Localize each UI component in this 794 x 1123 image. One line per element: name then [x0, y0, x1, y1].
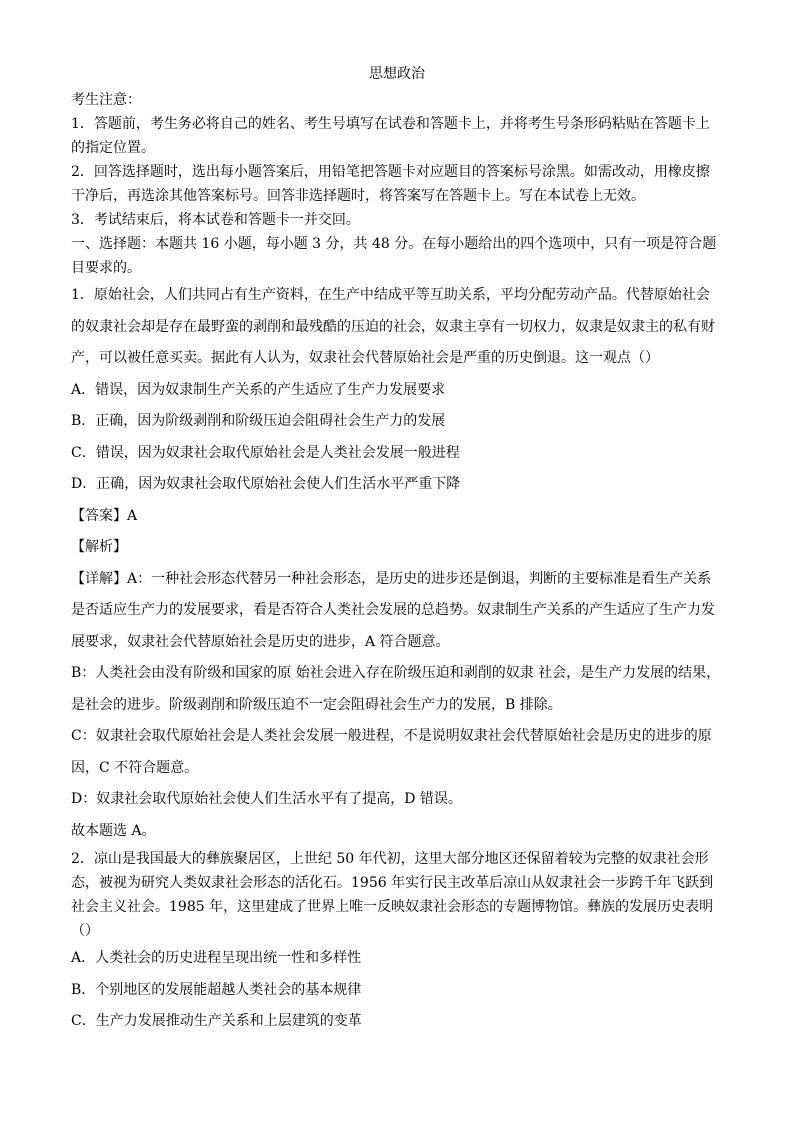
question-1-analysis-label: 【解析】: [71, 539, 127, 555]
question-2-option-c: C．生产力发展推动生产关系和上层建筑的变革: [71, 1013, 362, 1029]
notice-item: 3．考试结束后，将本试卷和答题卡一并交回。: [71, 212, 360, 228]
question-2-option-a: A．人类社会的历史进程呈现出统一性和多样性: [71, 950, 362, 966]
question-2-option-b: B．个别地区的发展能超越人类社会的基本规律: [71, 981, 362, 998]
notice-item: 1．答题前，考生务必将自己的姓名、考生号填写在试卷和答题卡上，并将考生号条形码粘贴在答题卡上的指定位置。: [71, 116, 710, 156]
question-1-answer: 【答案】A: [71, 507, 138, 524]
question-1-detail: 【详解】A：一种社会形态代替另一种社会形态，是历史的进步还是倒退，判断的主要标准是看生产关系是否适应生产力的发展要求，看是否符合人类社会发展的总趋势。奴隶制生产关系的产生适应了生产力发展要求，奴隶社会代替原始社会是历史的进步，A 符合题意。: [71, 570, 715, 650]
notice-heading: 考生注意：: [71, 92, 141, 108]
question-1-option-a: A．错误，因为奴隶制生产关系的产生适应了生产力发展要求: [71, 381, 446, 398]
question-1-note-b: B：人类社会由没有阶级和国家的原 始社会进入存在阶级压迫和剥削的奴隶 社会，是生产力发展的结果，是社会的进步。阶级剥削和阶级压迫不一定会阻碍社会生产力的发展，B 排除。: [71, 665, 721, 713]
document-body: [71, 88, 723, 1038]
question-1-note-c: C：奴隶社会取代原始社会是人类社会发展一般进程，不是说明奴隶社会代替原始社会是历史的进步的原因，C 不符合题意。: [71, 728, 712, 776]
notice-item: 2．回答选择题时，选出每小题答案后，用铅笔把答题卡对应题目的答案标号涂黑。如需改动，用橡皮擦干净后，再选涂其他答案标号。回答非选择题时，将答案写在答题卡上。写在本试卷上无效。: [71, 164, 710, 204]
section-heading: 一、选择题：本题共 16 小题，每小题 3 分，共 48 分。在每小题给出的四个选项中，只有一项是符合题目要求的。: [71, 236, 717, 276]
question-2-stem: 2．凉山是我国最大的彝族聚居区，上世纪 50 年代初，这里大部分地区还保留着较为完整的奴隶社会形态，被视为研究人类奴隶社会形态的活化石。1956 年实行民主改革后凉山从奴隶社会一步跨千年飞跃到社会主义社会。1985 年，这里建成了世界上唯一反映奴隶社会形态的专题博物馆。彝族的发展历史表明（）: [71, 851, 714, 939]
page-title: 思想政治: [369, 66, 425, 82]
question-1-option-c: C．错误，因为奴隶社会取代原始社会是人类社会发展一般进程: [71, 444, 460, 461]
question-1-option-d: D．正确，因为奴隶社会取代原始社会使人们生活水平严重下降: [71, 476, 461, 492]
question-1-option-b: B．正确，因为阶级剥削和阶级压迫会阻碍社会生产力的发展: [71, 413, 446, 429]
question-1-note-d: D：奴隶社会取代原始社会使人们生活水平有了提高，D 错误。: [71, 791, 462, 807]
question-1-conclusion: 故本题选 A。: [71, 822, 156, 839]
question-1-stem: 1．原始社会，人们共同占有生产资料，在生产中结成平等互助关系，平均分配劳动产品。代替原始社会的奴隶社会却是存在最野蛮的剥削和最残酷的压迫的社会，奴隶主享有一切权力，奴隶是奴隶主的私有财产，可以被任意买卖。据此有人认为，奴隶社会代替原始社会是严重的历史倒退。这一观点（）: [71, 287, 715, 366]
